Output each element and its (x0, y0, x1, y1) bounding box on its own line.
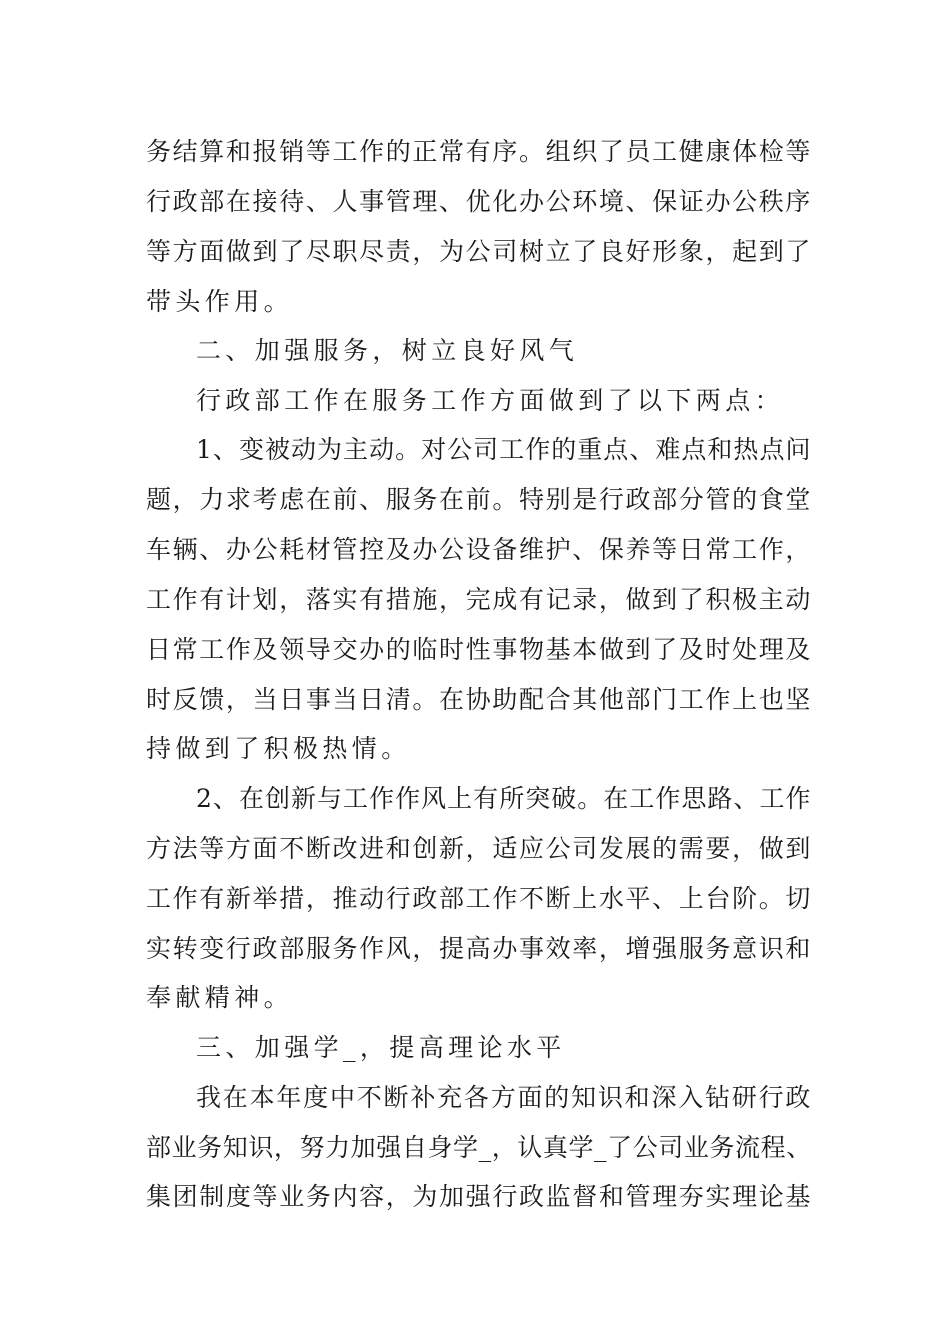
text-line: 方法等方面不断改进和创新，适应公司发展的需要，做到 (146, 834, 813, 863)
text-line: 行政部在接待、人事管理、优化办公环境、保证办公秩序 (146, 187, 813, 216)
text-line: 日常工作及领导交办的临时性事物基本做到了及时处理及 (146, 635, 813, 664)
text-line: 1、变被动为主动。对公司工作的重点、难点和热点问 (196, 435, 812, 464)
text-line: 工作有计划，落实有措施，完成有记录，做到了积极主动 (146, 585, 813, 614)
text-line: 奉献精神。 (146, 983, 294, 1012)
section-heading: 二、加强服务，树立良好风气 (196, 336, 579, 365)
text-line: 我在本年度中不断补充各方面的知识和深入钻研行政 (196, 1083, 813, 1112)
text-line: 等方面做到了尽职尽责，为公司树立了良好形象，起到了 (146, 237, 813, 266)
text-line: 工作有新举措，推动行政部工作不断上水平、上台阶。切 (146, 884, 813, 913)
text-line: 2、在创新与工作作风上有所突破。在工作思路、工作 (196, 784, 812, 813)
section-heading: 三、加强学_，提高理论水平 (196, 1033, 566, 1062)
text-line: 带头作用。 (146, 287, 294, 316)
text-line: 部业务知识，努力加强自身学_，认真学_了公司业务流程、 (146, 1133, 812, 1162)
text-line: 持做到了积极热情。 (146, 734, 411, 763)
text-line: 集团制度等业务内容，为加强行政监督和管理夯实理论基 (146, 1182, 813, 1211)
text-line: 题，力求考虑在前、服务在前。特别是行政部分管的食堂 (146, 485, 813, 514)
text-line: 务结算和报销等工作的正常有序。组织了员工健康体检等 (146, 137, 813, 166)
text-line: 实转变行政部服务作风，提高办事效率，增强服务意识和 (146, 934, 813, 963)
text-line: 时反馈，当日事当日清。在协助配合其他部门工作上也坚 (146, 685, 813, 714)
text-line: 行政部工作在服务工作方面做到了以下两点： (196, 386, 785, 415)
text-line: 车辆、办公耗材管控及办公设备维护、保养等日常工作， (146, 535, 813, 564)
